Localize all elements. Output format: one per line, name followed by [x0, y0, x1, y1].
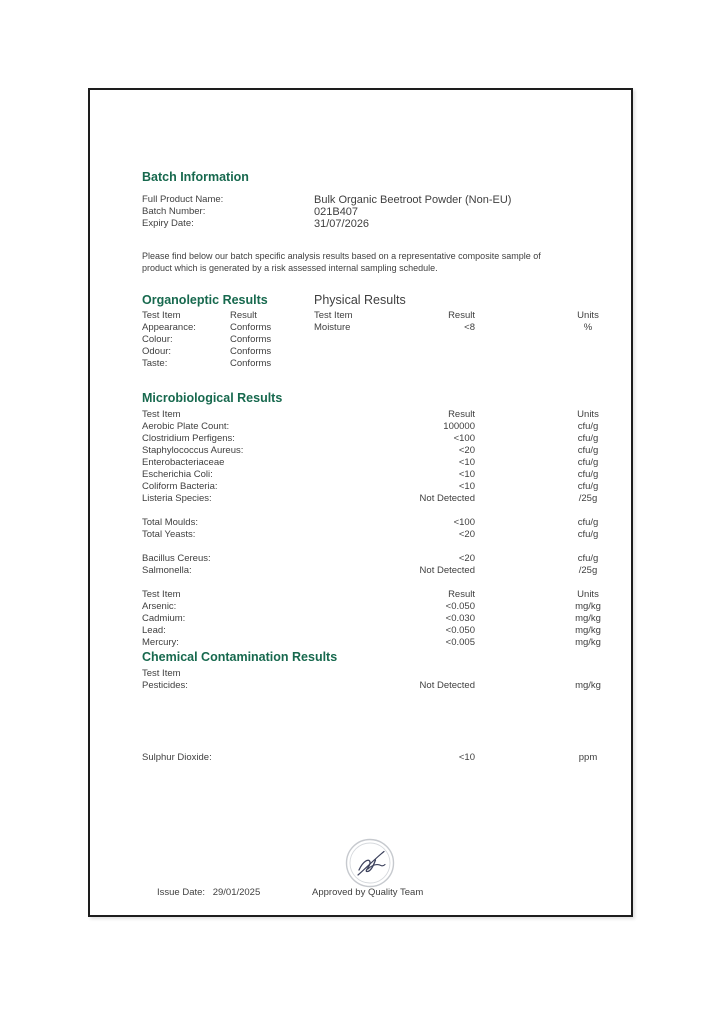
row-label: Taste:: [142, 358, 168, 369]
row-units: mg/kg: [575, 637, 601, 648]
row-units: mg/kg: [575, 601, 601, 612]
row-label: Colour:: [142, 334, 173, 345]
row-label: Aerobic Plate Count:: [142, 421, 230, 432]
microbiological-results-heading: Microbiological Results: [142, 391, 283, 405]
organoleptic-results-heading: Organoleptic Results: [142, 293, 268, 307]
row-result: <100: [453, 433, 475, 444]
row-units: %: [583, 322, 593, 333]
physical-results-heading: Physical Results: [314, 293, 406, 307]
column-header-result: Result: [230, 310, 257, 321]
table-row: [142, 680, 605, 692]
issue-date-label: Issue Date:: [157, 887, 206, 898]
signature-stamp-icon: [344, 837, 396, 889]
chemical-table: [142, 668, 605, 692]
row-result: <100: [453, 517, 475, 528]
table-row: [314, 322, 605, 334]
row-result: 100000: [443, 421, 475, 432]
table-header-row: [142, 409, 605, 421]
row-label: Escherichia Coli:: [142, 469, 213, 480]
row-label: Lead:: [142, 625, 166, 636]
table-row: [142, 637, 605, 649]
row-value: 31/07/2026: [314, 218, 370, 230]
approved-by-text: Approved by Quality Team: [312, 887, 424, 898]
row-units: mg/kg: [575, 625, 601, 636]
table-row: [142, 346, 314, 358]
row-units: cfu/g: [577, 481, 599, 492]
table-row: [142, 481, 605, 493]
spacer-row: [142, 541, 605, 553]
row-units: cfu/g: [577, 529, 599, 540]
row-result: <10: [458, 752, 475, 763]
row-label: Batch Number:: [142, 206, 206, 217]
sampling-note: Please find below our batch specific analysis results based on a representative composite sample of product which is generated by a risk assessed internal sampling schedule.: [142, 251, 541, 273]
table-row: [142, 358, 314, 370]
column-header-test-item: Test Item: [142, 589, 181, 600]
table-row: [142, 565, 605, 577]
table-row: [142, 194, 605, 206]
row-value: Bulk Organic Beetroot Powder (Non-EU): [314, 194, 512, 206]
column-header-result: Result: [448, 310, 475, 321]
table-row: [142, 469, 605, 481]
chemical-contamination-results-heading: Chemical Contamination Results: [142, 650, 338, 664]
row-label: Cadmium:: [142, 613, 186, 624]
row-label: Expiry Date:: [142, 218, 194, 229]
row-units: mg/kg: [575, 680, 601, 691]
issue-date-value: 29/01/2025: [212, 887, 261, 898]
spacer-row: [142, 505, 605, 517]
certificate-sheet: [88, 88, 633, 917]
row-label: Coliform Bacteria:: [142, 481, 218, 492]
row-label: Staphylococcus Aureus:: [142, 445, 244, 456]
row-units: cfu/g: [577, 469, 599, 480]
table-row: [142, 457, 605, 469]
row-result: Not Detected: [419, 493, 475, 504]
row-result: Conforms: [230, 322, 272, 333]
row-result: Not Detected: [419, 565, 475, 576]
row-result: <8: [464, 322, 475, 333]
row-units: cfu/g: [577, 445, 599, 456]
table-header-row: [142, 310, 314, 322]
row-label: Listeria Species:: [142, 493, 212, 504]
row-result: Conforms: [230, 346, 272, 357]
row-label: Enterobacteriaceae: [142, 457, 225, 468]
column-header-result: Result: [448, 589, 475, 600]
row-result: <20: [458, 445, 475, 456]
table-row: [142, 493, 605, 505]
table-row: [142, 322, 314, 334]
row-label: Pesticides:: [142, 680, 188, 691]
row-result: <0.050: [445, 625, 475, 636]
row-result: <0.005: [445, 637, 475, 648]
row-result: <0.050: [445, 601, 475, 612]
table-row: [142, 553, 605, 565]
table-row: [142, 601, 605, 613]
row-label: Appearance:: [142, 322, 196, 333]
row-result: <20: [458, 553, 475, 564]
physical-table: [314, 310, 605, 334]
row-label: Clostridium Perfigens:: [142, 433, 235, 444]
table-row: [142, 433, 605, 445]
batch-information-heading: Batch Information: [142, 170, 249, 184]
sulphur-dioxide-table: [142, 752, 605, 764]
row-label: Salmonella:: [142, 565, 192, 576]
table-row: [142, 625, 605, 637]
row-label: Full Product Name:: [142, 194, 224, 205]
row-units: cfu/g: [577, 457, 599, 468]
row-result: Not Detected: [419, 680, 475, 691]
row-result: Conforms: [230, 334, 272, 345]
column-header-units: Units: [577, 310, 599, 321]
row-label: Total Moulds:: [142, 517, 198, 528]
row-units: cfu/g: [577, 553, 599, 564]
spacer-row: [142, 577, 605, 589]
row-label: Arsenic:: [142, 601, 177, 612]
table-row: [142, 334, 314, 346]
column-header-test-item: Test Item: [142, 409, 181, 420]
row-label: Bacillus Cereus:: [142, 553, 211, 564]
row-units: /25g: [578, 565, 598, 576]
row-label: Sulphur Dioxide:: [142, 752, 212, 763]
row-units: ppm: [578, 752, 598, 763]
issue-date: [157, 887, 260, 898]
row-units: cfu/g: [577, 433, 599, 444]
row-result: <10: [458, 457, 475, 468]
row-result: <20: [458, 529, 475, 540]
table-row: [142, 517, 605, 529]
row-result: Conforms: [230, 358, 272, 369]
microbiological-table: [142, 409, 605, 649]
row-units: /25g: [578, 493, 598, 504]
table-row: [142, 613, 605, 625]
table-row: [142, 421, 605, 433]
row-result: <10: [458, 481, 475, 492]
row-result: <10: [458, 469, 475, 480]
table-header-row: [314, 310, 605, 322]
row-label: Moisture: [314, 322, 351, 333]
row-units: mg/kg: [575, 613, 601, 624]
row-value: 021B407: [314, 206, 359, 218]
table-row: [142, 206, 605, 218]
batch-info-table: [142, 194, 605, 230]
table-header-row: [142, 668, 605, 680]
row-units: cfu/g: [577, 421, 599, 432]
column-header-test-item: Test Item: [314, 310, 353, 321]
table-header-row: [142, 589, 605, 601]
row-label: Total Yeasts:: [142, 529, 196, 540]
column-header-test-item: Test Item: [142, 668, 181, 679]
table-row: [142, 752, 605, 764]
table-row: [142, 529, 605, 541]
column-header-result: Result: [448, 409, 475, 420]
table-row: [142, 218, 605, 230]
table-row: [142, 445, 605, 457]
column-header-units: Units: [577, 409, 599, 420]
row-result: <0.030: [445, 613, 475, 624]
column-header-test-item: Test Item: [142, 310, 181, 321]
row-label: Odour:: [142, 346, 172, 357]
column-header-units: Units: [577, 589, 599, 600]
organoleptic-table: [142, 310, 314, 370]
row-units: cfu/g: [577, 517, 599, 528]
row-label: Mercury:: [142, 637, 179, 648]
